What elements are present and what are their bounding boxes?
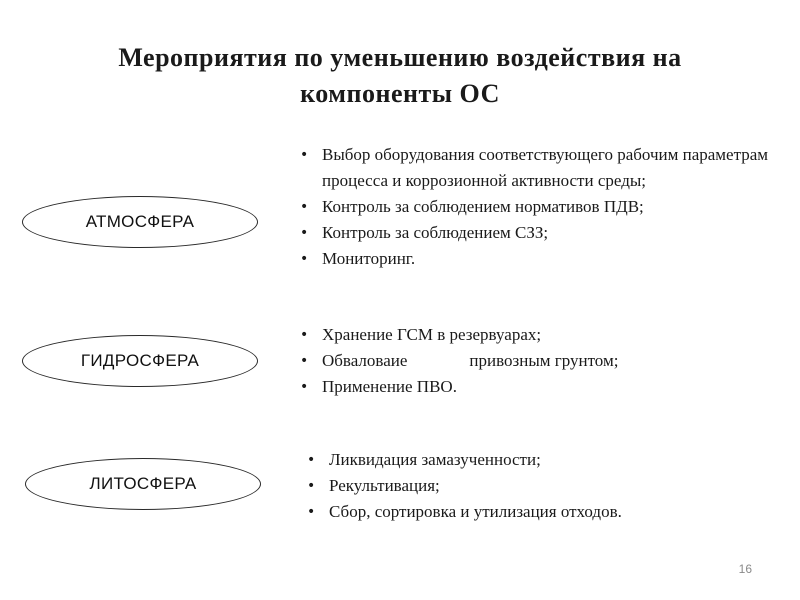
list-item-part: привозным грунтом; xyxy=(469,351,619,370)
list-item: • Сбор, сортировка и утилизация отходов. xyxy=(303,499,773,525)
lithosphere-measures-list xyxy=(303,447,773,525)
lithosphere-label: ЛИТОСФЕРА xyxy=(89,474,197,493)
list-item: • Рекультивация; xyxy=(303,473,773,499)
list-item: • Выбор оборудования соответствующего рабочим параметрам процесса и коррозионной активности среды; xyxy=(296,142,776,194)
list-item: • Контроль за соблюдением СЗЗ; xyxy=(296,220,776,246)
atmosphere-measures-list xyxy=(296,142,776,272)
slide-title-line-1: Мероприятия по уменьшению воздействия на xyxy=(118,43,682,72)
lithosphere-ellipse xyxy=(25,458,261,510)
list-item: • Хранение ГСМ в резервуарах; xyxy=(296,322,776,348)
list-item: • Применение ПВО. xyxy=(296,374,776,400)
hydrosphere-label: ГИДРОСФЕРА xyxy=(80,351,200,370)
page-number: 16 xyxy=(738,562,752,576)
list-item-part: Обваловаие xyxy=(322,351,408,370)
hydrosphere-measures-list xyxy=(296,322,776,400)
list-item xyxy=(296,348,776,374)
list-item: • Ликвидация замазученности; xyxy=(303,447,773,473)
slide-title-line-2: компоненты ОС xyxy=(300,79,500,108)
atmosphere-ellipse xyxy=(22,196,258,248)
atmosphere-label: АТМОСФЕРА xyxy=(85,212,195,231)
list-item: • Контроль за соблюдением нормативов ПДВ; xyxy=(296,194,776,220)
hydrosphere-ellipse xyxy=(22,335,258,387)
list-item: • Мониторинг. xyxy=(296,246,776,272)
slide-title xyxy=(40,40,760,112)
